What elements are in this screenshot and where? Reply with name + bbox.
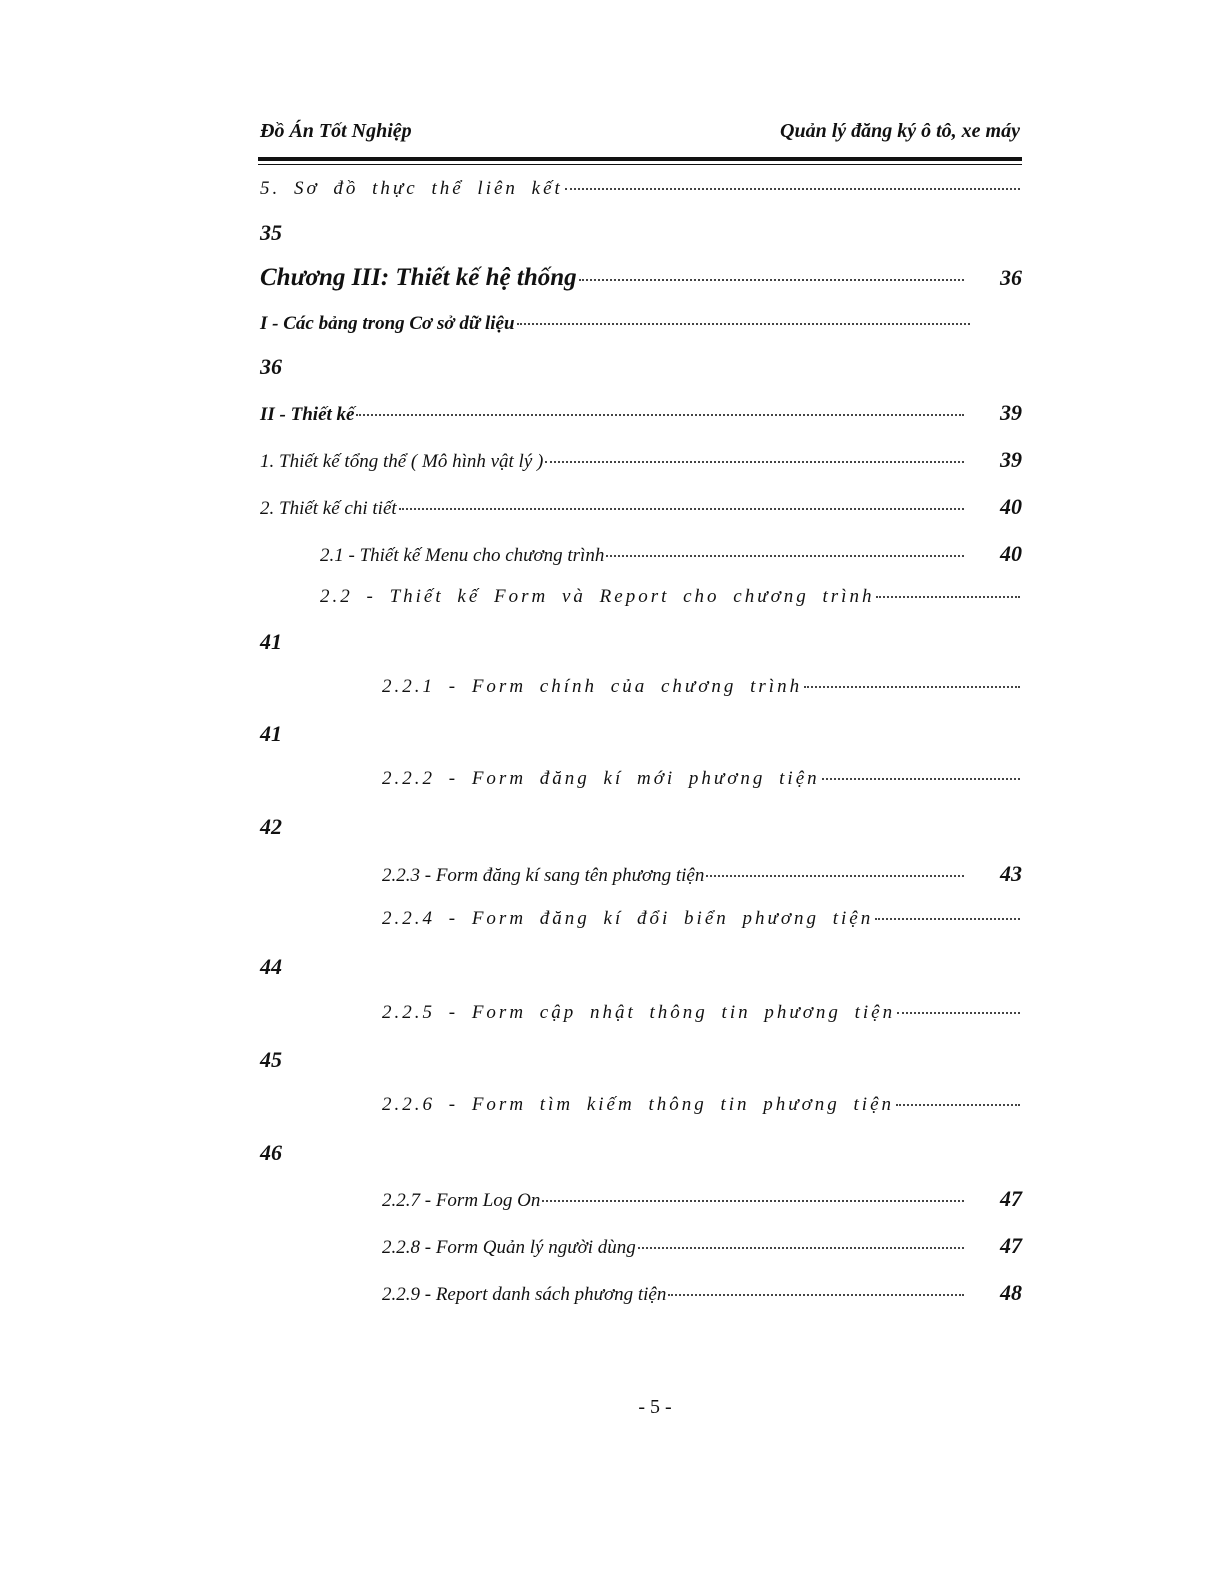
dot-leader [542, 1200, 964, 1202]
toc-entry[interactable] [382, 1094, 1022, 1116]
toc-entry[interactable] [382, 1186, 1022, 1212]
toc-page-number: 47 [1000, 1233, 1022, 1258]
toc-page-number: 40 [1000, 541, 1022, 566]
toc-entry[interactable] [260, 400, 1022, 426]
toc-entry[interactable] [382, 861, 1022, 887]
toc-page-number: 48 [1000, 1280, 1022, 1305]
header-rule [258, 157, 1022, 161]
toc-page-number: 47 [1000, 1186, 1022, 1211]
toc-entry-text: 2.2.3 - Form đăng kí sang tên phương tiện [382, 865, 705, 886]
dot-leader [875, 918, 1020, 920]
toc-page-number: 39 [1000, 400, 1022, 425]
toc-page-number: 46 [260, 1140, 282, 1165]
toc-entry-text: 2.2.2 - Form đăng kí mới phương tiện [382, 768, 820, 789]
dot-leader [706, 875, 964, 877]
toc-page-number: 41 [260, 629, 282, 654]
toc-entry-text: Chương III: Thiết kế hệ thống [260, 264, 577, 291]
toc-entry[interactable] [320, 586, 1022, 608]
toc-page-number: 36 [260, 354, 282, 379]
toc-page-number: 41 [260, 721, 282, 746]
toc-entry[interactable] [320, 541, 1022, 567]
toc-entry[interactable] [382, 1233, 1022, 1259]
toc-page-number: 42 [260, 814, 282, 839]
toc-page-number: 45 [260, 1047, 282, 1072]
toc-entry[interactable] [382, 1002, 1022, 1024]
dot-leader [606, 555, 964, 557]
toc-entry-text: 2.2.5 - Form cập nhật thông tin phương tiện [382, 1002, 896, 1023]
toc-entry[interactable] [260, 494, 1022, 520]
toc-entry[interactable] [260, 447, 1022, 473]
header-right: Quản lý đăng ký ô tô, xe máy [780, 120, 1020, 142]
toc-page-number: 35 [260, 220, 282, 245]
toc-entry[interactable] [260, 313, 972, 335]
toc-entry-text: 2. Thiết kế chi tiết [260, 498, 397, 519]
dot-leader [876, 596, 1020, 598]
dot-leader [668, 1294, 964, 1296]
toc-entry-text: 2.2.7 - Form Log On [382, 1190, 541, 1211]
toc-entry-text: 5. Sơ đồ thực thể liên kết [260, 178, 563, 199]
toc-entry[interactable] [260, 178, 1022, 200]
toc-entry-text: 2.2.9 - Report danh sách phương tiện [382, 1284, 667, 1305]
toc-entry-text: 2.2.6 - Form tìm kiếm thông tin phương tiện [382, 1094, 895, 1115]
toc-entry[interactable] [382, 676, 1022, 698]
header-rule-thin [258, 164, 1022, 165]
toc-entry-text: I - Các bảng trong Cơ sở dữ liệu [260, 313, 515, 334]
toc-entry-text: 1. Thiết kế tổng thể ( Mô hình vật lý ) [260, 451, 544, 472]
toc-page-number: 39 [1000, 447, 1022, 472]
toc-entry[interactable] [382, 908, 1022, 930]
toc-entry-text: 2.2.4 - Form đăng kí đổi biển phương tiện [382, 908, 874, 929]
toc-entry[interactable] [382, 1280, 1022, 1306]
toc-entry-text: 2.2.1 - Form chính của chương trình [382, 676, 803, 697]
toc-page-number: 44 [260, 954, 282, 979]
toc-page-number: 43 [1000, 861, 1022, 886]
dot-leader [896, 1104, 1020, 1106]
toc-page-number: 36 [1000, 265, 1022, 290]
toc-entry-text: 2.2 - Thiết kế Form và Report cho chương trình [320, 586, 875, 607]
dot-leader [545, 461, 964, 463]
toc-entry[interactable] [382, 768, 1022, 790]
dot-leader [822, 778, 1020, 780]
dot-leader [356, 414, 964, 416]
dot-leader [565, 188, 1020, 190]
dot-leader [804, 686, 1020, 688]
dot-leader [638, 1247, 964, 1249]
toc-entry-text: 2.2.8 - Form Quản lý người dùng [382, 1237, 636, 1258]
dot-leader [517, 323, 970, 325]
header-left: Đồ Án Tốt Nghiệp [260, 120, 412, 142]
dot-leader [399, 508, 964, 510]
dot-leader [579, 279, 964, 281]
toc-entry-text: II - Thiết kế [260, 404, 355, 425]
toc-entry[interactable] [260, 264, 1022, 292]
dot-leader [897, 1012, 1020, 1014]
footer-page-number: - 5 - [638, 1396, 672, 1418]
toc-page-number: 40 [1000, 494, 1022, 519]
toc-entry-text: 2.1 - Thiết kế Menu cho chương trình [320, 545, 605, 566]
